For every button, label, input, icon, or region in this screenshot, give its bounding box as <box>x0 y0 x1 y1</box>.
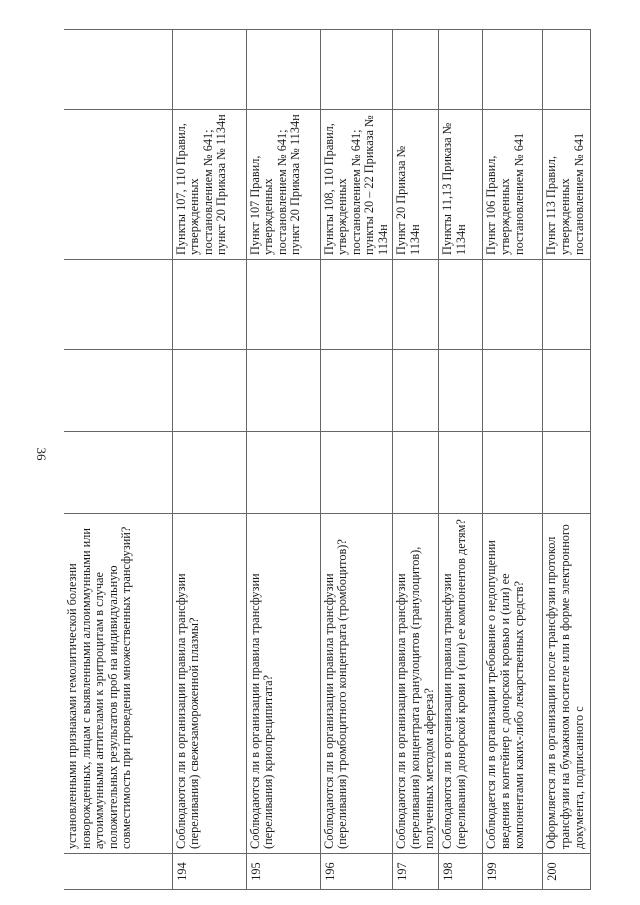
page-number: 36 <box>34 447 49 461</box>
question-cell: Соблюдаются ли в организации правила трансфузии (переливания) тромбоцитного концентрата (тромбоцитов)? <box>320 514 393 854</box>
notes-cell <box>172 30 246 110</box>
not-applicable-cell <box>483 260 543 350</box>
notes-cell <box>543 30 591 110</box>
reference-cell: Пункты 108, 110 Правил, утвержденных постановлением № 641; пункты 20 – 22 Приказа № 1134н <box>320 110 393 260</box>
reference-cell <box>64 110 172 260</box>
row-number: 200 <box>543 854 591 890</box>
row-number: 195 <box>246 854 320 890</box>
table-row <box>320 30 393 890</box>
answer-no-cell <box>439 350 483 432</box>
reference-cell: Пункт 107 Правил, утвержденных постановлением № 641; пункт 20 Приказа № 1134н <box>246 110 320 260</box>
answer-no-cell <box>246 350 320 432</box>
answer-yes-cell <box>393 432 439 514</box>
notes-cell <box>393 30 439 110</box>
not-applicable-cell <box>543 260 591 350</box>
answer-yes-cell <box>483 432 543 514</box>
notes-cell <box>483 30 543 110</box>
row-number: 196 <box>320 854 393 890</box>
question-cell: Соблюдаются ли в организации правила трансфузии (переливания) концентрата гранулоцитов (гранулоцитов), полученных методом афереза? <box>393 514 439 854</box>
notes-cell <box>439 30 483 110</box>
not-applicable-cell <box>393 260 439 350</box>
row-number: 198 <box>439 854 483 890</box>
answer-no-cell <box>543 350 591 432</box>
answer-no-cell <box>320 350 393 432</box>
table-row <box>64 30 172 890</box>
question-cell: Соблюдаются ли в организации правила трансфузии (переливания) криопреципитата? <box>246 514 320 854</box>
not-applicable-cell <box>172 260 246 350</box>
question-cell: Соблюдаются ли в организации правила трансфузии (переливания) свежезамороженной плазмы? <box>172 514 246 854</box>
row-number: 197 <box>393 854 439 890</box>
row-number: 199 <box>483 854 543 890</box>
table-row <box>172 30 246 890</box>
answer-yes-cell <box>172 432 246 514</box>
table-row <box>543 30 591 890</box>
answer-yes-cell <box>64 432 172 514</box>
not-applicable-cell <box>320 260 393 350</box>
question-cell: Соблюдается ли в организации требование о недопущении введения в контейнер с донорской кровью и (или) ее компонентами каких-либо лекарственных средств? <box>483 514 543 854</box>
table-row <box>483 30 543 890</box>
not-applicable-cell <box>246 260 320 350</box>
question-cell: Соблюдаются ли в организации правила трансфузии (переливания) донорской крови и (или) ее компонентов детям? <box>439 514 483 854</box>
answer-no-cell <box>483 350 543 432</box>
reference-cell: Пункты 107, 110 Правил, утвержденных постановлением № 641; пункт 20 Приказа № 1134н <box>172 110 246 260</box>
table-container <box>64 30 584 890</box>
notes-cell <box>246 30 320 110</box>
row-number <box>64 854 172 890</box>
answer-no-cell <box>172 350 246 432</box>
not-applicable-cell <box>64 260 172 350</box>
question-cell: установленными признаками гемолитической болезни новорожденных, лицам с выявленными аллоиммунными или аутоиммунными антителами к эритроцитам в случае положительных результатов проб на индивидуальную совместимость при проведении множественных трансфузий? <box>64 514 172 854</box>
notes-cell <box>320 30 393 110</box>
checklist-table <box>64 29 591 890</box>
not-applicable-cell <box>439 260 483 350</box>
table-row <box>393 30 439 890</box>
question-cell: Оформляется ли в организации после трансфузии протокол трансфузии на бумажном носителе или в форме электронного документа, подписанного с <box>543 514 591 854</box>
row-number: 194 <box>172 854 246 890</box>
reference-cell: Пункт 113 Правил, утвержденных постановлением № 641 <box>543 110 591 260</box>
table-row <box>246 30 320 890</box>
answer-no-cell <box>393 350 439 432</box>
reference-cell: Пункт 106 Правил, утвержденных постановлением № 641 <box>483 110 543 260</box>
answer-yes-cell <box>543 432 591 514</box>
answer-yes-cell <box>320 432 393 514</box>
table-row <box>439 30 483 890</box>
reference-cell: Пункты 11,13 Приказа № 1134н <box>439 110 483 260</box>
notes-cell <box>64 30 172 110</box>
answer-no-cell <box>64 350 172 432</box>
answer-yes-cell <box>439 432 483 514</box>
answer-yes-cell <box>246 432 320 514</box>
reference-cell: Пункт 20 Приказа № 1134н <box>393 110 439 260</box>
